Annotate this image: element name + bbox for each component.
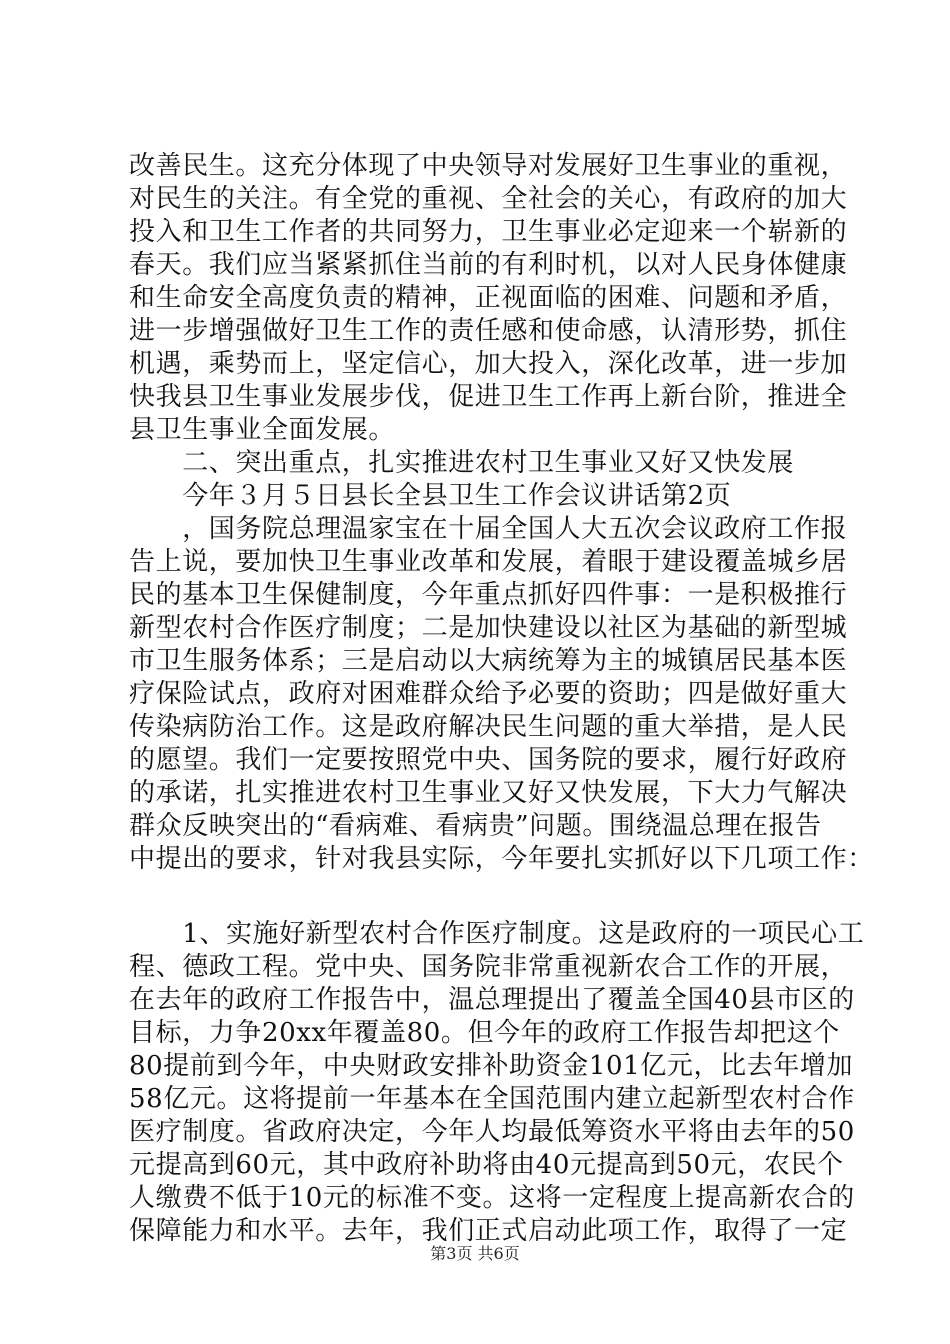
text-line: 的承诺，扎实推进农村卫生事业又好又快发展，下大力气解决 bbox=[129, 778, 848, 808]
text-line: 春天。我们应当紧紧抓住当前的有利时机，以对人民身体健康 bbox=[129, 250, 848, 280]
text-line: 人缴费不低于10元的标准不变。这将一定程度上提高新农合的 bbox=[129, 1183, 855, 1213]
paragraph-gap bbox=[129, 876, 829, 918]
text-line: 中提出的要求，针对我县实际，今年要扎实抓好以下几项工作： bbox=[129, 844, 874, 874]
text-line: 今年３月５日县长全县卫生工作会议讲话第2页 bbox=[129, 481, 732, 511]
text-line: 快我县卫生事业发展步伐，促进卫生工作再上新台阶，推进全 bbox=[129, 382, 848, 412]
text-line: 对民生的关注。有全党的重视、全社会的关心，有政府的加大 bbox=[129, 184, 848, 214]
text-line: 的愿望。我们一定要按照党中央、国务院的要求，履行好政府 bbox=[129, 745, 848, 775]
text-line: 58亿元。这将提前一年基本在全国范围内建立起新型农村合作 bbox=[129, 1084, 855, 1114]
document-body bbox=[129, 150, 874, 1248]
text-line: 和生命安全高度负责的精神，正视面临的困难、问题和矛盾， bbox=[129, 283, 848, 313]
text-line: 保障能力和水平。去年，我们正式启动此项工作，取得了一定 bbox=[129, 1216, 848, 1246]
text-line: 进一步增强做好卫生工作的责任感和使命感，认清形势，抓住 bbox=[129, 316, 848, 346]
text-line: 机遇，乘势而上，坚定信心，加大投入，深化改革，进一步加 bbox=[129, 349, 848, 379]
text-line: 医疗制度。省政府决定，今年人均最低筹资水平将由去年的50 bbox=[129, 1117, 855, 1147]
page-footer: 第3页 共6页 bbox=[430, 1244, 520, 1263]
section-heading: 二、突出重点，扎实推进农村卫生事业又好又快发展 bbox=[129, 448, 795, 478]
text-line: 传染病防治工作。这是政府解决民生问题的重大举措，是人民 bbox=[129, 712, 848, 742]
text-line: 市卫生服务体系；三是启动以大病统筹为主的城镇居民基本医 bbox=[129, 646, 848, 676]
text-line: 群众反映突出的“看病难、看病贵”问题。围绕温总理在报告 bbox=[129, 811, 822, 841]
text-line: 80提前到今年，中央财政安排补助资金101亿元，比去年增加 bbox=[129, 1051, 854, 1081]
text-line: 目标，力争20xx年覆盖80。但今年的政府工作报告却把这个 bbox=[129, 1018, 840, 1048]
text-line: ，国务院总理温家宝在十届全国人大五次会议政府工作报 bbox=[129, 514, 848, 544]
text-line: 元提高到60元，其中政府补助将由40元提高到50元，农民个 bbox=[129, 1150, 844, 1180]
text-line: 1、实施好新型农村合作医疗制度。这是政府的一项民心工 bbox=[129, 919, 865, 949]
text-line: 疗保险试点，政府对困难群众给予必要的资助；四是做好重大 bbox=[129, 679, 848, 709]
text-line: 在去年的政府工作报告中，温总理提出了覆盖全国40县市区的 bbox=[129, 985, 855, 1015]
text-line: 县卫生事业全面发展。 bbox=[129, 415, 396, 445]
text-line: 新型农村合作医疗制度；二是加快建设以社区为基础的新型城 bbox=[129, 613, 848, 643]
text-line: 民的基本卫生保健制度，今年重点抓好四件事：一是积极推行 bbox=[129, 580, 848, 610]
text-line: 程、德政工程。党中央、国务院非常重视新农合工作的开展， bbox=[129, 952, 848, 982]
text-line: 投入和卫生工作者的共同努力，卫生事业必定迎来一个崭新的 bbox=[129, 217, 848, 247]
text-line: 改善民生。这充分体现了中央领导对发展好卫生事业的重视， bbox=[129, 151, 848, 181]
text-line: 告上说，要加快卫生事业改革和发展，着眼于建设覆盖城乡居 bbox=[129, 547, 848, 577]
